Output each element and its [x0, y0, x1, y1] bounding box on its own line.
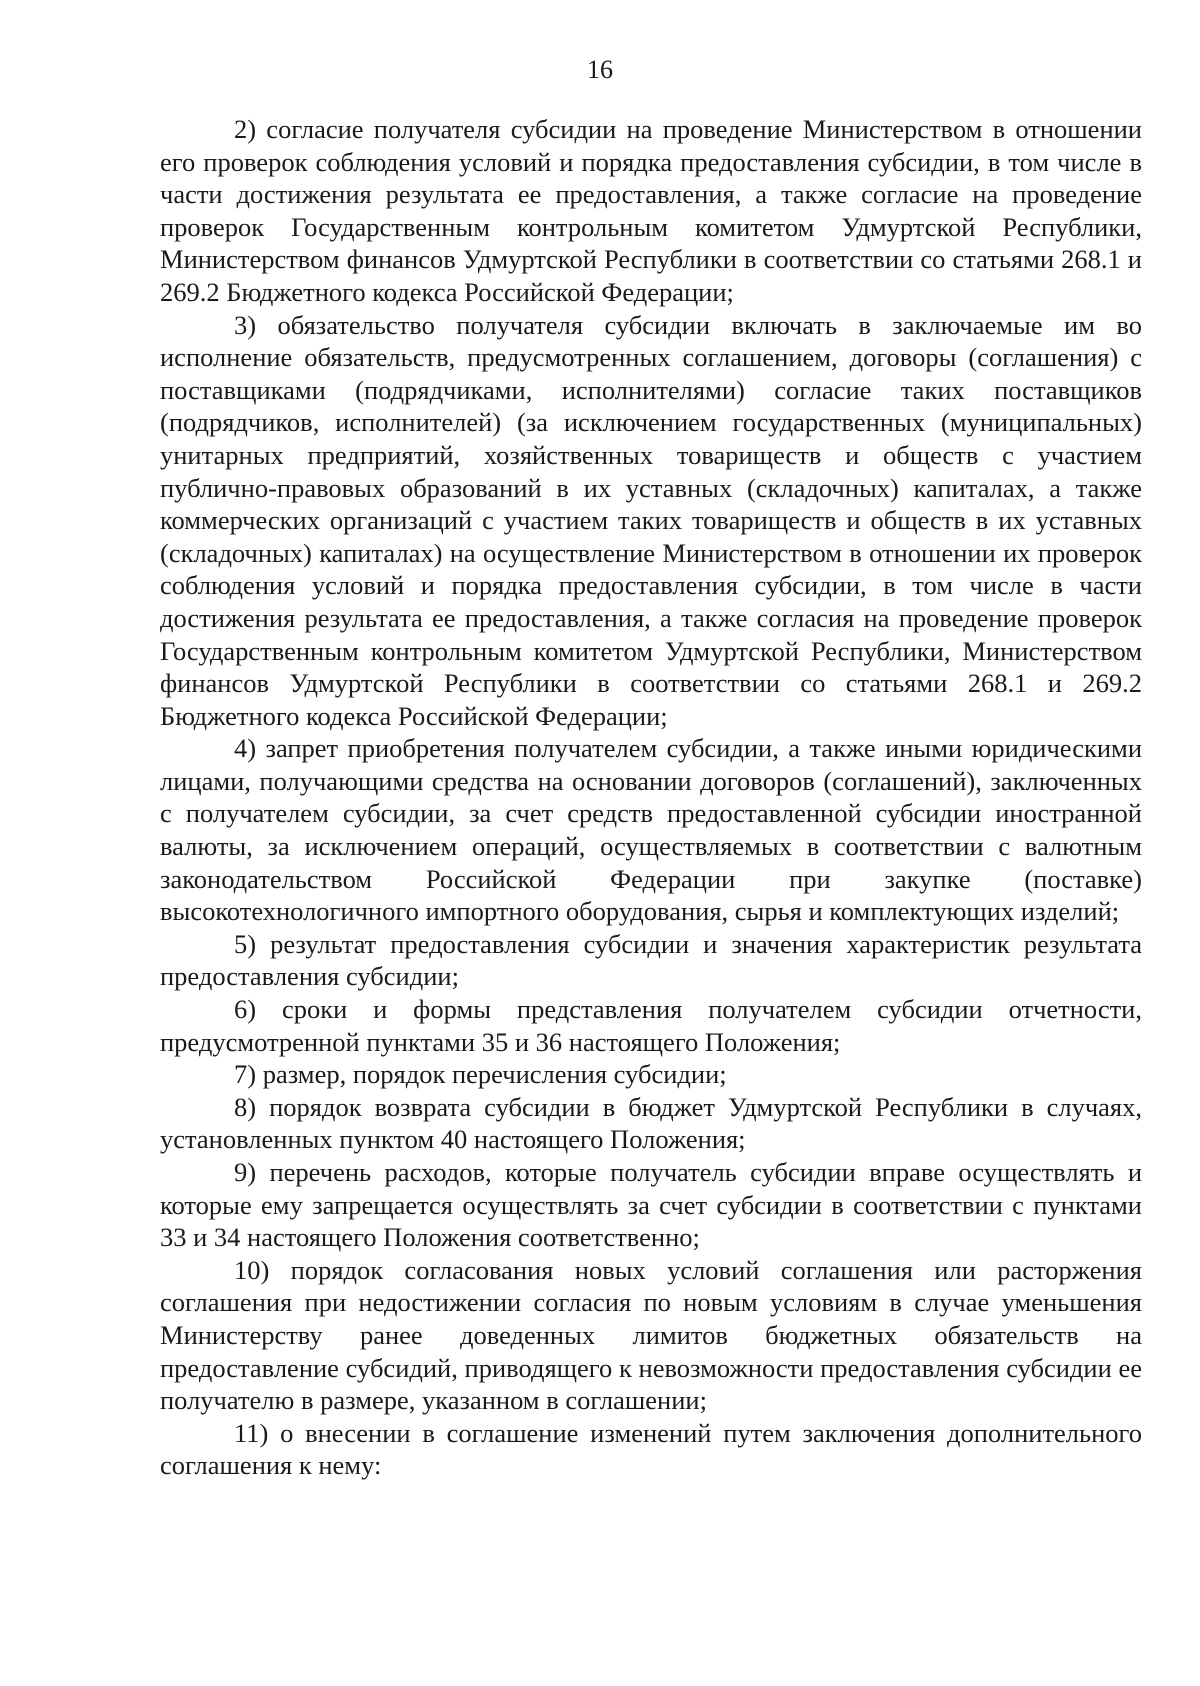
paragraph-item-5: 5) результат предоставления субсидии и значения характеристик результата предоставления субсидии;: [160, 928, 1142, 992]
paragraph-item-3: 3) обязательство получателя субсидии включать в заключаемые им во исполнение обязательств, предусмотренных соглашением, договоры (соглашения) с поставщиками (подрядчиками, исполнителями) согласие таких поставщиков (подрядчиков, исполнителей) (за исключением государственных (муниципальных) унитарных предприятий, хозяйственных товариществ и обществ с участием публично-правовых образований в их уставных (складочных) капиталах, а также коммерческих организаций с участием таких товариществ и обществ в их уставных (складочных) капиталах) на осуществление Министерством в отношении их проверок соблюдения условий и порядка предоставления субсидии, в том числе в части достижения результата ее предоставления, а также согласия на проведение проверок Государственным контрольным комитетом Удмуртской Республики, Министерством финансов Удмуртской Республики в соответствии со статьями 268.1 и 269.2 Бюджетного кодекса Российской Федерации;: [160, 309, 1142, 731]
page-number: 16: [587, 55, 613, 84]
paragraph-item-4: 4) запрет приобретения получателем субсидии, а также иными юридическими лицами, получающими средства на основании договоров (соглашений), заключенных с получателем субсидии, за счет средств предоставленной субсидии иностранной валюты, за исключением операций, осуществляемых в соответствии с валютным законодательством Российской Федерации при закупке (поставке) высокотехнологичного импортного оборудования, сырья и комплектующих изделий;: [160, 733, 1142, 927]
paragraph-item-8: 8) порядок возврата субсидии в бюджет Удмуртской Республики в случаях, установленных пунктом 40 настоящего Положения;: [160, 1091, 1142, 1155]
document-body: [160, 113, 1142, 1482]
paragraph-item-6: 6) сроки и формы представления получателем субсидии отчетности, предусмотренной пунктами 35 и 36 настоящего Положения;: [160, 994, 1142, 1057]
paragraph-item-7: 7) размер, порядок перечисления субсидии;: [234, 1059, 727, 1090]
paragraph-item-9: 9) перечень расходов, которые получатель субсидии вправе осуществлять и которые ему запрещается осуществлять за счет субсидии в соответствии с пунктами 33 и 34 настоящего Положения соответственно;: [160, 1157, 1142, 1253]
paragraph-item-10: 10) порядок согласования новых условий соглашения или расторжения соглашения при недостижении согласия по новым условиям в случае уменьшения Министерству ранее доведенных лимитов бюджетных обязательств на предоставление субсидий, приводящего к невозможности предоставления субсидии ее получателю в размере, указанном в соглашении;: [160, 1254, 1142, 1416]
paragraph-item-2: 2) согласие получателя субсидии на проведение Министерством в отношении его проверок соблюдения условий и порядка предоставления субсидии, в том числе в части достижения результата ее предоставления, а также согласие на проведение проверок Государственным контрольным комитетом Удмуртской Республики, Министерством финансов Удмуртской Республики в соответствии со статьями 268.1 и 269.2 Бюджетного кодекса Российской Федерации;: [160, 114, 1142, 307]
paragraph-item-11: 11) о внесении в соглашение изменений путем заключения дополнительного соглашения к нему:: [160, 1417, 1142, 1481]
